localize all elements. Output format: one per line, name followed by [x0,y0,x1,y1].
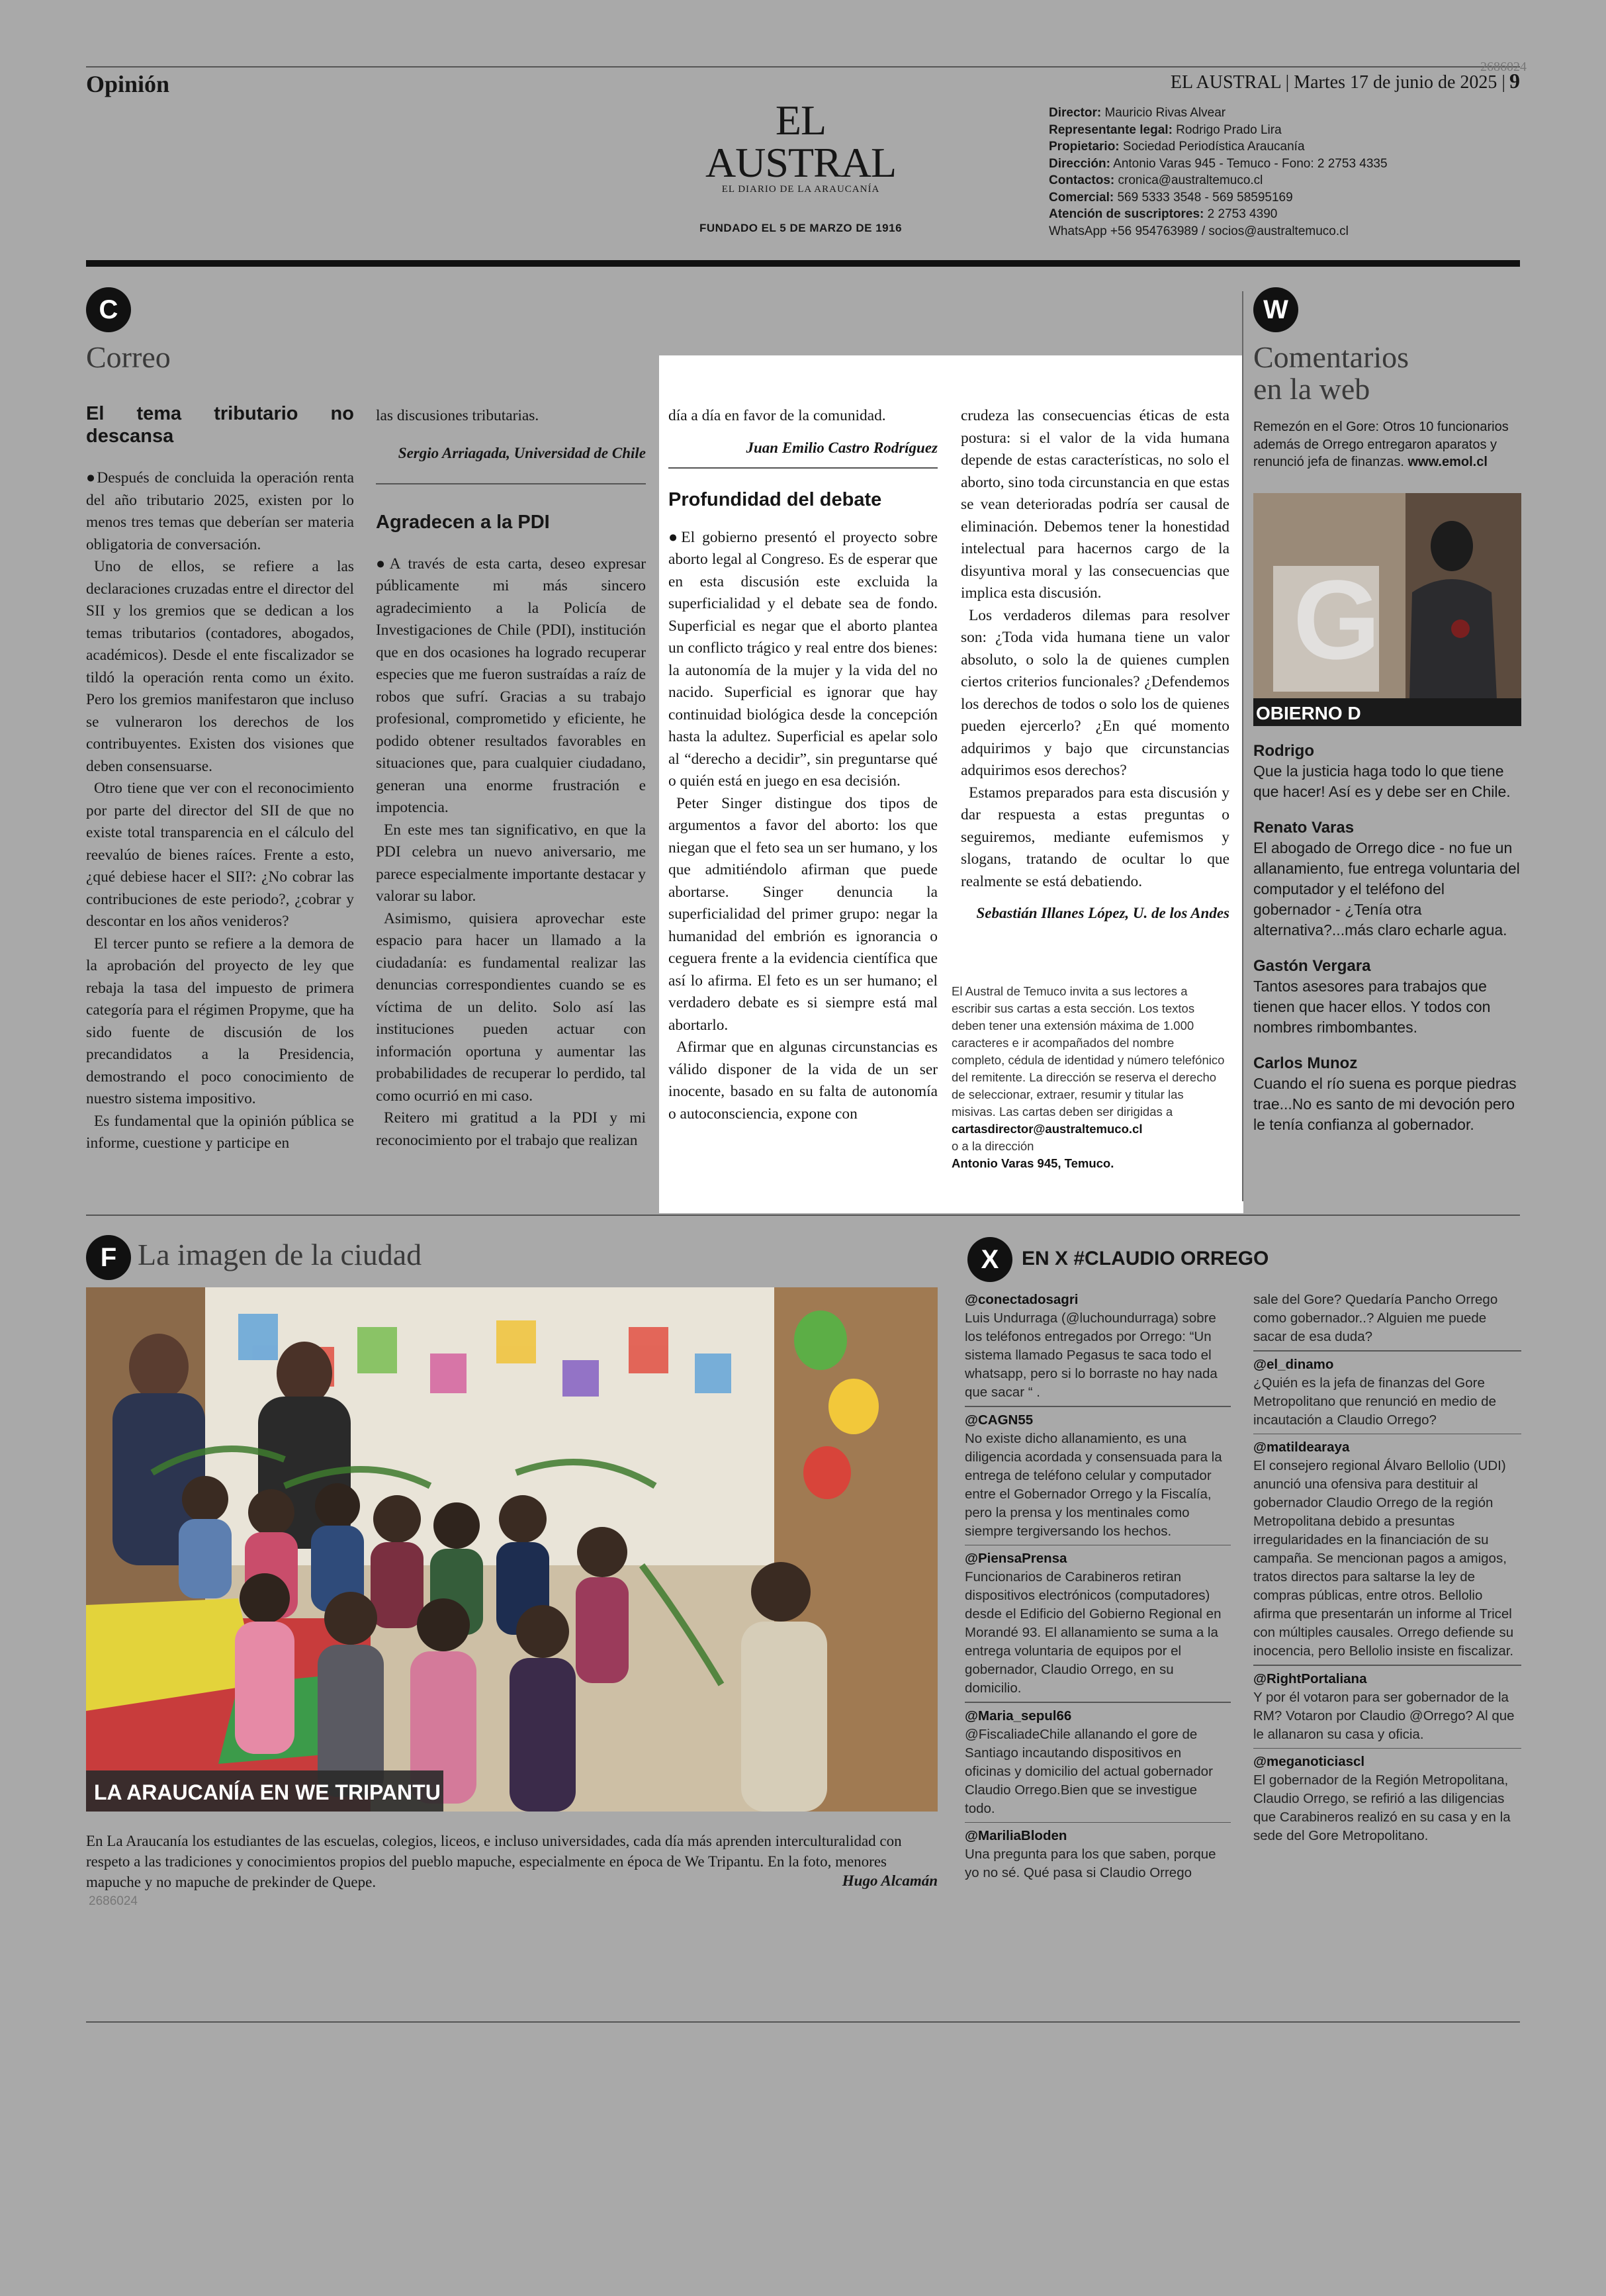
x-post-handle[interactable]: @meganoticiascl [1253,1754,1365,1769]
web-title: Comentarios en la web [1253,340,1409,406]
x-separator [965,1822,1231,1823]
staff-line: Atención de suscriptores: 2 2753 4390 [1049,207,1278,221]
x-post-handle[interactable]: @Maria_sepul66 [965,1708,1072,1723]
letter-3-column [668,405,938,1125]
info-address: Antonio Varas 945, Temuco. [952,1156,1114,1170]
bottom-rule [86,2021,1520,2023]
top-rule [86,66,1520,68]
x-post-text: ¿Quién es la jefa de finanzas del Gore Metropolitano que renunció en medio de incautación a Claudio Orrego? [1253,1375,1496,1428]
x-post [1253,1438,1521,1661]
x-post-text: Luis Undurraga (@luchoundurraga) sobre los teléfonos entregados por Orrego: “Un sistema llamado Pegasus te saca todo el whatsapp, pero si lo borraste no hay nada que sacar “ . [965,1310,1218,1400]
staff-line: Representante legal: Rodrigo Prado Lira [1049,122,1282,137]
letter-paragraph: ●Después de concluida la operación renta del año tributario 2025, existen por lo menos tres temas que deberían ser materia obligatoria de conversación. [86,469,354,553]
x-post [1253,1670,1521,1744]
svg-text:G: G [1293,557,1381,683]
letter-paragraph: En este mes tan significativo, en que la PDI celebra un nuevo aniversario, me parece especialmente importante destacar y valorar su labor. [376,821,646,905]
staff-line: WhatsApp +56 954763989 / socios@australtemuco.cl [1049,224,1349,238]
comment-author: Carlos Munoz [1253,1054,1358,1072]
x-separator [965,1702,1231,1703]
letter-2-signature: Juan Emilio Castro Rodríguez [746,439,938,456]
x-post-text: @FiscaliadeChile allanando el gore de Santiago incautando dispositivos en oficinas y domicilio del actual gobernador Claudio Orrego.Bien que se investigue todo. [965,1726,1213,1816]
web-comment [1253,741,1521,802]
letter-4-column [961,405,1229,923]
letter-paragraph: Peter Singer distingue dos tipos de argumentos a favor del aborto: los que niegan que el feto sea un ser humano, y los que admitiéndolo afirman que puede abortarse. Singer denuncia la superficialidad del primer grupo: negar la humanidad del embrión es ignorancia o ceguera frente a la evidencia científica que así lo afirma. El feto es un ser humano; el verdadero debate es si siempre está mal abortarlo. [668,794,938,1034]
x-post [1253,1753,1521,1845]
letter-paragraph: Estamos preparados para esta discusión y dar respuesta a estas preguntas o seguiremos, mediante eufemismos y slogans, tratando de ocultar lo que realmente se está debatiendo. [961,784,1229,890]
logo-tagline: EL DIARIO DE LA ARAUCANÍA [721,184,880,195]
header-code: 2686024 [1480,60,1527,74]
x-posts-column-1 [965,1291,1231,1882]
x-post-text: El gobernador de la Región Metropolitana, Claudio Orrego, se refirió a las diligencias que Carabineros realizó en su casa y en la sede del Gore Metropolitano. [1253,1772,1511,1843]
x-post-text: Una pregunta para los que saben, porque yo no sé. Qué pasa si Claudio Orrego [965,1847,1216,1880]
letter-paragraph: día a día en favor de la comunidad. [668,407,886,424]
staff-box [1049,105,1388,240]
web-intro-link[interactable]: www.emol.cl [1407,455,1488,469]
staff-line: Comercial: 569 5333 3548 - 569 58595169 [1049,190,1293,205]
web-comment [1253,1054,1521,1135]
x-post-text: El consejero regional Álvaro Bellolio (UDI) anunció una ofensiva para destituir al gobernador Claudio Orrego de la región Metropolitana debido a presuntas irregularidades en la financiación de su campaña. Se mencionan pagos a amigos, tratos directos para saltarse la ley de compras públicas, entre otros. Bellolio afirma que presentarán un informe al Tricel con múltiples causales. Orrego defiende su inocencia, pero Bellolio insiste en fiscalizar. [1253,1458,1514,1659]
correo-badge: C [86,287,131,332]
section-name: Opinión [86,71,170,97]
x-post-handle[interactable]: @MariliaBloden [965,1828,1067,1843]
newspaper-logo [688,99,913,235]
letters-info-box [952,983,1229,1172]
header-dateline [1171,69,1520,93]
letter-paragraph: Reitero mi gratitud a la PDI y mi reconocimiento por el trabajo que realizan [376,1109,646,1149]
x-badge: X [967,1237,1012,1282]
page-number: 9 [1509,69,1520,93]
staff-line: Director: Mauricio Rivas Alvear [1049,106,1226,120]
web-news-photo [1253,493,1521,726]
letter-paragraph: ●A través de esta carta, deseo expresar públicamente mi más sincero agradecimiento a la Policía de Investigaciones de Chile (PDI), institución que en dos ocasiones ha logrado recuperar especies que me fueron sustraídas a raíz de robos que sufrí. Gracias a su trabajo profesional, comprometido y eficiente, he podido obtener resultados favorables en situaciones que, para cualquier ciudadano, generan una enorme frustración e impotencia. [376,555,646,816]
x-post-handle[interactable]: @matildearaya [1253,1440,1350,1455]
comment-text: Que la justicia haga todo lo que tiene que hacer! Así es y debe ser en Chile. [1253,762,1511,800]
x-post-handle[interactable]: @conectadosagri [965,1292,1079,1307]
letter-paragraph: ●El gobierno presentó el proyecto sobre aborto legal al Congreso. Es de esperar que en esta discusión este excluida la superficialidad y el debate sea de fondo. Superficial es negar que el aborto plantea un conflicto trágico y real entre dos bienes: la autonomía de la mujer y la vida del no nacido. Superficial es ignorar que hay continuidad biológica desde la concepción hasta la adultez. Superficial es apelar solo al “derecho a decidir”, sin preguntarse qué o quién está en juego en esa decisión. [668,528,938,790]
letter-paragraph: El tercer punto se refiere a la demora de la aprobación del proyecto de ley que rebaja la tasa del impuesto de primera categoría para el régimen Propyme, que ha sido fuente de discusión de los precandidatos a la Presidencia, demostrando el poco conocimiento de nuestro sistema impositivo. [86,935,354,1107]
web-badge: W [1253,287,1298,332]
x-separator [1253,1434,1521,1435]
web-photo-sign: OBIERNO D [1256,703,1361,723]
comment-author: Renato Varas [1253,819,1355,837]
comment-author: Gastón Vergara [1253,957,1371,975]
x-post [965,1827,1231,1882]
staff-line: Contactos: cronica@australtemuco.cl [1049,173,1263,187]
column-divider [1242,291,1243,1201]
letter-1-column [86,402,354,1155]
x-post-handle[interactable]: @RightPortaliana [1253,1671,1367,1686]
web-comment [1253,818,1521,941]
city-code: 2686024 [89,1894,138,1908]
web-comment [1253,956,1521,1038]
web-comments-list [1253,741,1521,1135]
city-photo-credit: Hugo Alcamán [842,1872,938,1889]
city-badge: F [86,1235,131,1280]
logo-name: EL AUSTRAL [705,97,897,186]
city-photo [86,1287,938,1812]
letter-paragraph: las discusiones tributarias. [376,407,539,424]
x-post-text: No existe dicho allanamiento, es una diligencia acordada y consensuada para la entrega de teléfono celular y computador entre el Gobernador Orrego y la Fiscalía, pero la prensa y los mentinales como siempre tergiversando los hechos. [965,1430,1222,1539]
staff-line: Propietario: Sociedad Periodística Araucanía [1049,140,1305,154]
x-post-handle[interactable]: @PiensaPrensa [965,1551,1067,1566]
comment-text: Tantos asesores para trabajos que tienen que hacer ellos. Y todos con nombres rimbombantes. [1253,978,1491,1036]
x-post [1253,1355,1521,1430]
staff-line: Dirección: Antonio Varas 945 - Temuco - Fono: 2 2753 4335 [1049,156,1388,171]
letter-1-headline: El tema tributario no descansa [86,403,354,447]
x-post-continuation: sale del Gore? Quedaría Pancho Orrego como gobernador..? Alguien me puede sacar de esa duda? [1253,1292,1498,1344]
comment-text: Cuando el río suena es porque piedras trae...No es santo de mi devoción pero le tenía confianza al gobernador. [1253,1075,1517,1133]
letter-2-headline: Agradecen a la PDI [376,511,550,533]
correo-title: Correo [86,340,171,374]
x-post-handle[interactable]: @CAGN55 [965,1412,1034,1428]
x-post [965,1411,1231,1541]
x-post [965,1549,1231,1698]
letter-paragraph: Afirmar que en algunas circunstancias es válido disponer de la vida de un ser inocente, basado en su falta de autonomía o autoconsciencia, expone con [668,1038,938,1123]
x-separator [965,1406,1231,1407]
founded-text: FUNDADO EL 5 DE MARZO DE 1916 [699,222,903,234]
letter-2-column [376,405,646,1152]
info-mid-text: o a la dirección [952,1139,1034,1153]
x-posts-column-2 [1253,1291,1521,1845]
letter-paragraph: Los verdaderos dilemas para resolver son: ¿Toda vida humana tiene un valor absoluto, o solo la de quienes cumplen ciertos criterios funcionales? ¿Defendemos los derechos de todos o solo los de quienes pueden ejercerlo? ¿En qué momento adquirimos y bajo que circunstancias adquirimos esos derechos? [961,606,1229,779]
dateline-text: EL AUSTRAL | Martes 17 de junio de 2025 | [1170,72,1505,93]
letter-1-signature: Sergio Arriagada, Universidad de Chile [398,444,646,461]
web-intro: Remezón en el Gore: Otros 10 funcionarios además de Orrego entregaron aparatos y renunció jefa de finanzas. www.emol.cl [1253,420,1509,469]
info-text: El Austral de Temuco invita a sus lectores a escribir sus cartas a esta sección. Los textos deben tener una extensión máxima de 1.000 caracteres e ir acompañados del nombre completo, cédula de identidad y número telefónico del remitente. La dirección se reserva el derecho de seleccionar, extraer, resumir y titular las misivas. Las cartas deben ser dirigidas a [952,984,1225,1119]
letter-separator [668,467,938,469]
city-photo-label: LA ARAUCANÍA EN WE TRIPANTU [94,1780,441,1804]
x-section-title: EN X #CLAUDIO ORREGO [1022,1248,1269,1269]
letter-separator [376,483,646,484]
letter-3-headline: Profundidad del debate [668,488,882,510]
city-title: La imagen de la ciudad [138,1238,422,1271]
letter-3-signature: Sebastián Illanes López, U. de los Andes [976,905,1229,921]
letter-paragraph: Es fundamental que la opinión pública se informe, cuestione y participe en [86,1112,354,1152]
letter-paragraph: Uno de ellos, se refiere a las declaraciones cruzadas entre el director del SII y los gremios que se dedican a los temas tributarios (contadores, abogados, académicos). Desde el ente fiscalizador se tildó la operación renta como un éxito. Pero los gremios manifestaron que incluso se vulneraron los derechos de los contribuyentes. Existen dos visiones que deben consensuarse. [86,558,354,775]
letter-paragraph: Asimismo, quisiera aprovechar este espacio para hacer un llamado a la ciudadanía: es fundamental realizar las denuncias correspondientes cuando se es víctima de un delito. Solo así las instituciones pueden actuar con información oportuna y aumentar las probabilidades de recuperar lo perdido, tal como ocurrió en mi caso. [376,909,646,1105]
x-post-handle[interactable]: @el_dinamo [1253,1356,1334,1372]
x-post [965,1707,1231,1818]
comment-text: El abogado de Orrego dice - no fue un allanamiento, fue entrega voluntaria del computador y el teléfono del gobernador - ¿Tenía otra alternativa?...más claro echarle agua. [1253,839,1520,939]
comment-author: Rodrigo [1253,742,1314,760]
x-separator [965,1545,1231,1546]
x-post-text: Funcionarios de Carabineros retiran dispositivos electrónicos (computadores) desde el Edificio del Gobierno Regional en Morandé 93. El allanamiento se suma a la entrega voluntaria de equipos por el gobernador, Claudio Orrego, en su domicilio. [965,1569,1222,1696]
middle-rule [86,1215,1520,1216]
x-separator [1253,1748,1521,1749]
x-post-text: Y por él votaron para ser gobernador de la RM? Votaron por Claudio @Orrego? Al que le allanaron su casa y oficia. [1253,1689,1515,1742]
x-post [965,1291,1231,1402]
x-separator [1253,1350,1521,1352]
letter-paragraph: crudeza las consecuencias éticas de esta postura: si el valor de la vida humana depende de estas características, no solo el aborto, sino toda circunstancia en que estas se vean deterioradas podría ser causal de eliminación. Debemos tener la honestidad intelectual para hacernos cargo de la disyuntiva moral y las consecuencias que implica esta discusión. [961,407,1229,602]
header-thick-rule [86,260,1520,267]
info-email-link[interactable]: cartasdirector@australtemuco.cl [952,1122,1143,1136]
letter-paragraph: Otro tiene que ver con el reconocimiento por parte del director del SII de que no existe total transparencia en el cálculo del reevalúo de bienes raíces. Frente a esto, ¿qué debiese hacer el SII?: ¿No cobrar las contribuciones de este periodo?, ¿cobrar y descontar en los años venideros? [86,780,354,930]
x-separator [1253,1665,1521,1666]
city-caption: En La Araucanía los estudiantes de las escuelas, colegios, liceos, e incluso universidades, cada día más aprenden interculturalidad con respeto a las tradiciones y conocimientos propios del pueblo mapuche, especialmente en época de We Tripantu. En la foto, menores mapuche y no mapuche de prekinder de Quepe. [86,1833,902,1890]
